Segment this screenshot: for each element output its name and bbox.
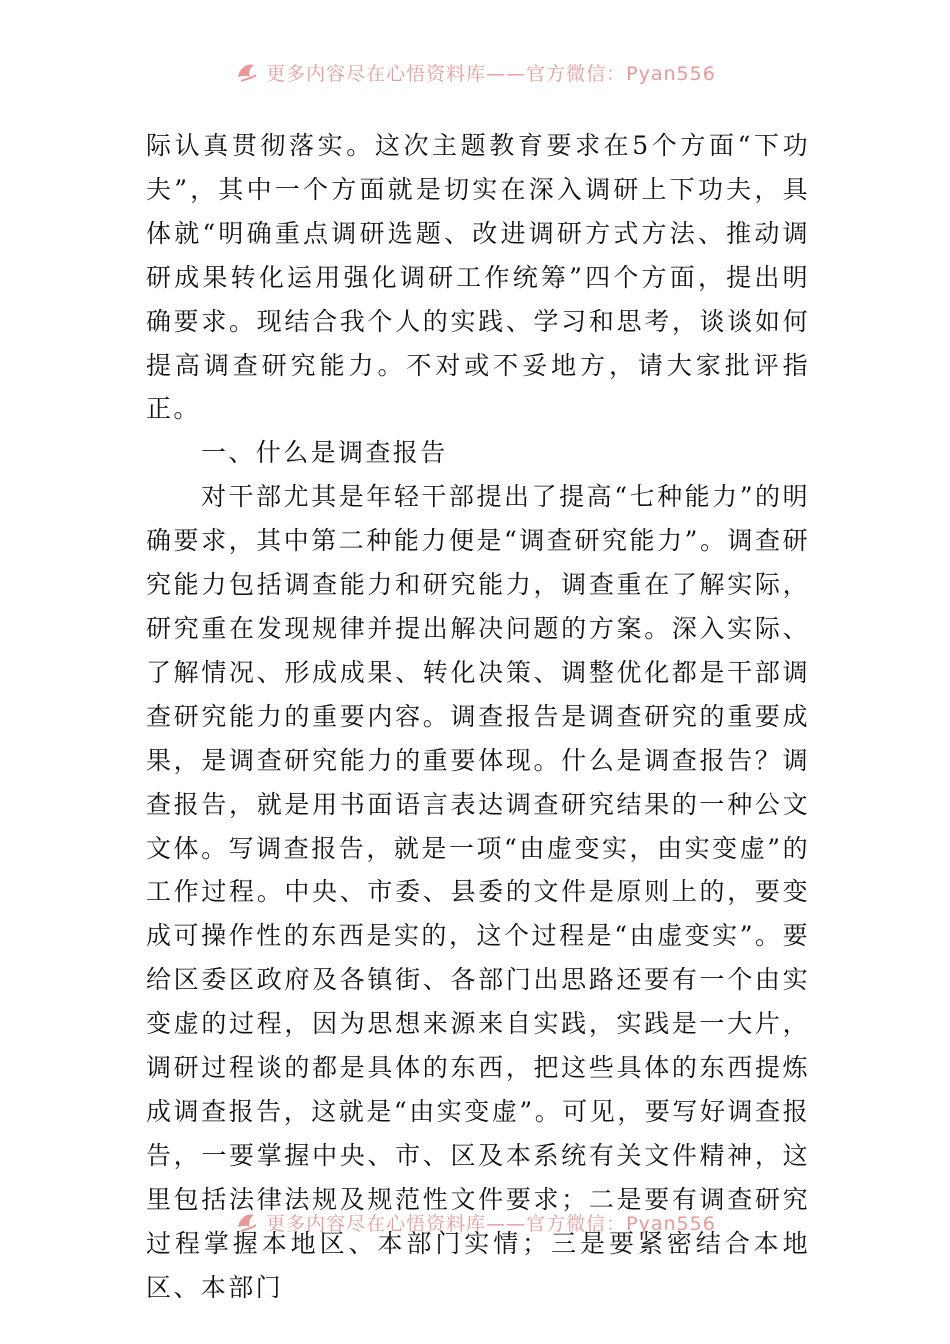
paragraph: 对干部尤其是年轻干部提出了提高“七种能力”的明确要求，其中第二种能力便是“调查研究能力”。调查研究能力包括调查能力和研究能力，调查重在了解实际，研究重在发现规律并提出解决问题的方案。深入实际、了解情况、形成成果、转化决策、调整优化都是干部调查研究能力的重要内容。调查报告是调查研究的重要成果，是调查研究能力的重要体现。什么是调查报告？调查报告，就是用书面语言表达调查研究结果的一种公文文体。写调查报告，就是一项“由虚变实，由实变虚”的工作过程。中央、市委、县委的文件是原则上的，要变成可操作性的东西是实的，这个过程是“由虚变实”。要给区委区政府及各镇街、各部门出思路还要有一个由实变虚的过程，因为思想来源来自实践，实践是一大片，调研过程谈的都是具体的东西，把这些具体的东西提炼成调查报告，这就是“由实变虚”。可见，要写好调查报告，一要掌握中央、市、区及本系统有关文件精神，这里包括法律法规及规范性文件要求；二是要有调查研究过程掌握本地区、本部门实情；三是要紧密结合本地区、本部门 [146,482,810,1302]
section-heading: 一、什么是调查报告 [201,438,448,468]
header-watermark [0,56,950,88]
footer-watermark [0,1206,950,1238]
paragraph: 际认真贯彻落实。这次主题教育要求在5个方面“下功夫”，其中一个方面就是切实在深入调研上下功夫，具体就“明确重点调研选题、改进调研方式方法、推动调研成果转化运用强化调研工作统筹”四个方面，提出明确要求。现结合我个人的实践、学习和思考，谈谈如何提高调查研究能力。不对或不妥地方，请大家批评指正。 [146,131,810,424]
document-body [146,124,810,1309]
scroll-logo-icon [234,1209,260,1235]
watermark-text: 更多内容尽在心悟资料库——官方微信：Pyan556 [266,62,716,85]
scroll-logo-icon [234,59,260,85]
watermark-text: 更多内容尽在心悟资料库——官方微信：Pyan556 [266,1212,716,1235]
